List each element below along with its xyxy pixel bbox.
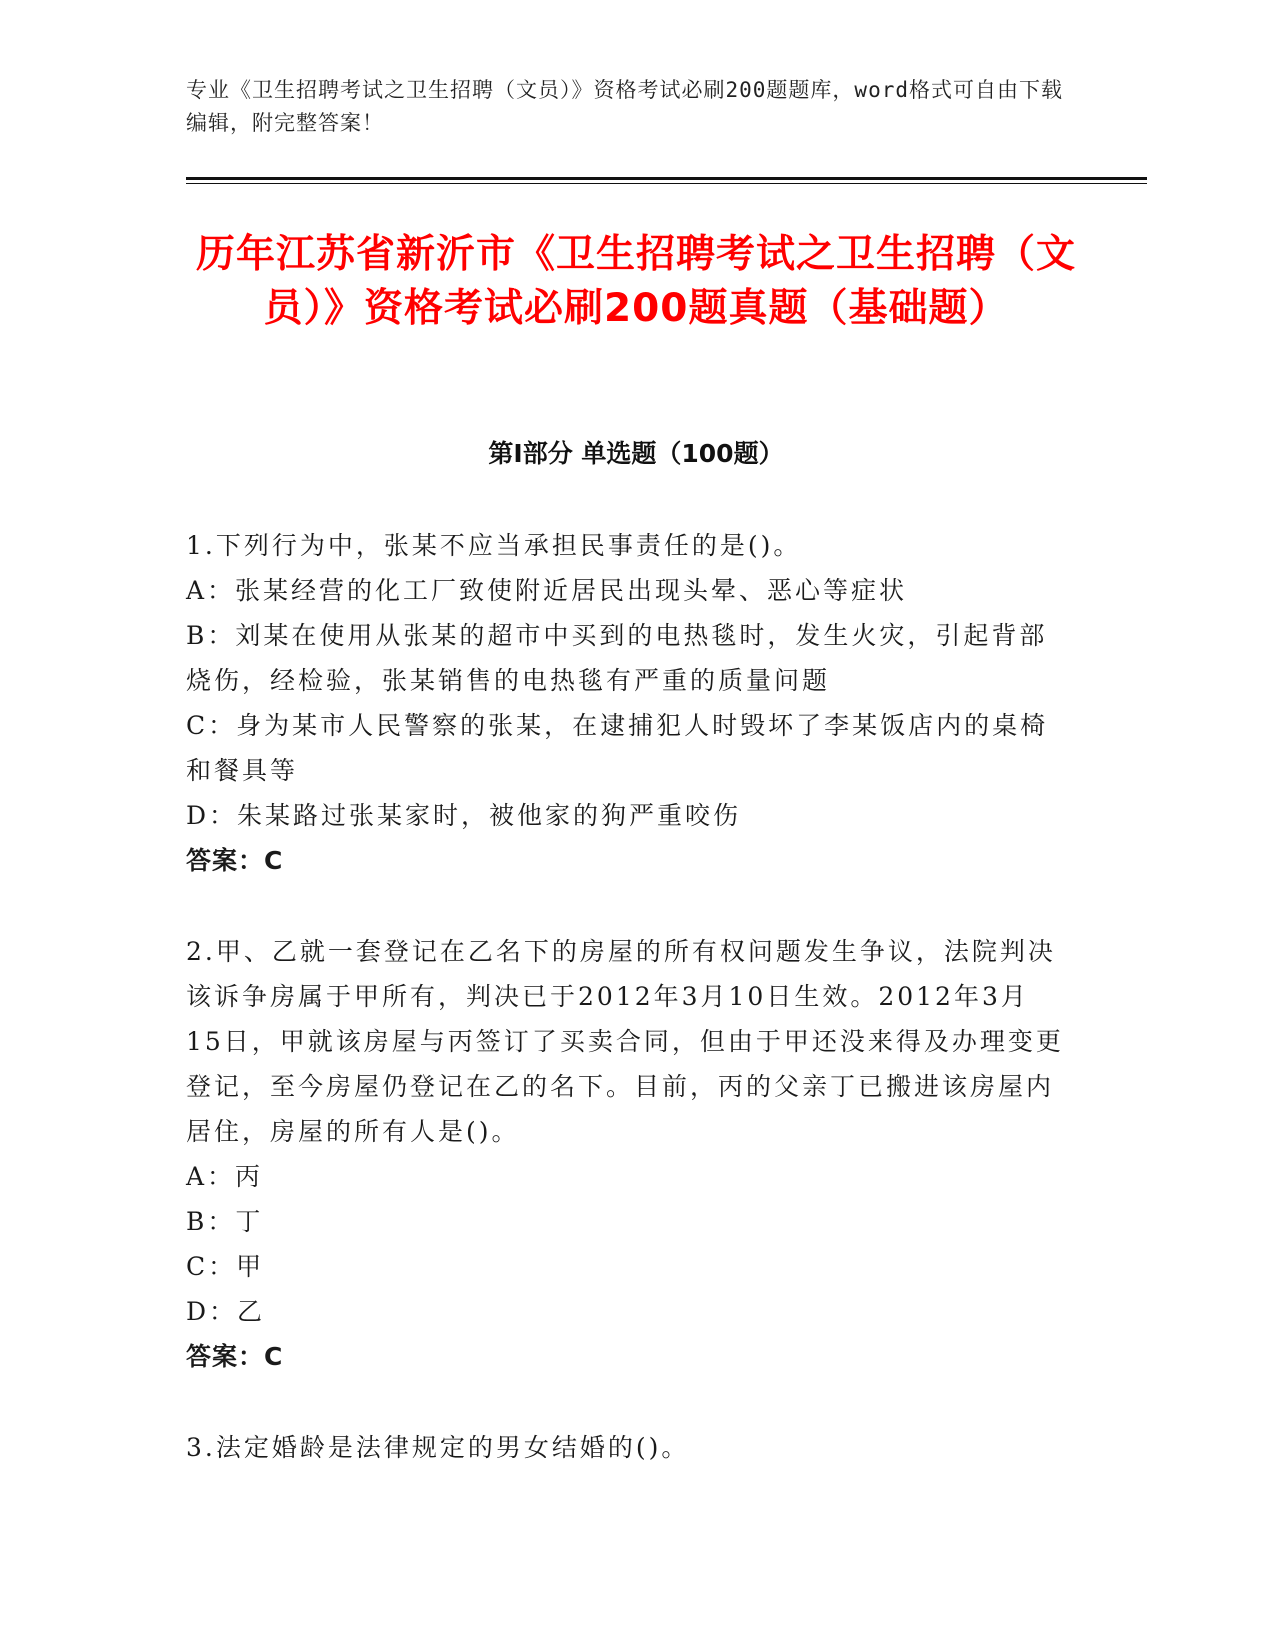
answer-label: 答案： <box>186 1342 265 1371</box>
option-b: B：丁 <box>186 1207 264 1236</box>
document-title: 历年江苏省新沂市《卫生招聘考试之卫生招聘（文员）》资格考试必刷200题真题（基础题） <box>195 232 1076 331</box>
question-2 <box>186 929 1066 1379</box>
option-a: A：张某经营的化工厂致使附近居民出现头晕、恶心等症状 <box>186 576 908 605</box>
option-c: C：身为某市人民警察的张某，在逮捕犯人时毁坏了李某饭店内的桌椅和餐具等 <box>186 711 1049 785</box>
answer-line <box>186 1334 1066 1379</box>
answer-line <box>186 838 1066 883</box>
question-stem: 3.法定婚龄是法律规定的男女结婚的()。 <box>186 1433 690 1462</box>
question-stem: 1.下列行为中，张某不应当承担民事责任的是()。 <box>186 531 802 560</box>
question-stem: 2.甲、乙就一套登记在乙名下的房屋的所有权问题发生争议，法院判决该诉争房属于甲所有，判决已于2012年3月10日生效。2012年3月15日，甲就该房屋与丙签订了买卖合同，但由于甲还没来得及办理变更登记，至今房屋仍登记在乙的名下。目前，丙的父亲丁已搬进该房屋内居住，房屋的所有人是()。 <box>186 937 1064 1146</box>
section-title: 第Ⅰ部分 单选题（100题） <box>488 439 784 468</box>
option-d: D：朱某路过张某家时，被他家的狗严重咬伤 <box>186 801 742 830</box>
header-divider-thin <box>186 183 1147 184</box>
option-c: C：甲 <box>186 1252 265 1281</box>
option-b: B：刘某在使用从张某的超市中买到的电热毯时，发生火灾，引起背部烧伤，经检验，张某销售的电热毯有严重的质量问题 <box>186 621 1048 695</box>
answer-label: 答案： <box>186 846 265 875</box>
header-note: 专业《卫生招聘考试之卫生招聘（文员）》资格考试必刷200题题库，word格式可自由下载编辑，附完整答案！ <box>186 78 1063 135</box>
answer-value: C <box>264 846 284 875</box>
question-3 <box>186 1425 1066 1470</box>
header-divider-thick <box>186 177 1147 180</box>
option-a: A：丙 <box>186 1162 264 1191</box>
answer-value: C <box>264 1342 284 1371</box>
option-d: D：乙 <box>186 1297 266 1326</box>
question-1 <box>186 523 1066 883</box>
question-list <box>186 523 1066 1516</box>
